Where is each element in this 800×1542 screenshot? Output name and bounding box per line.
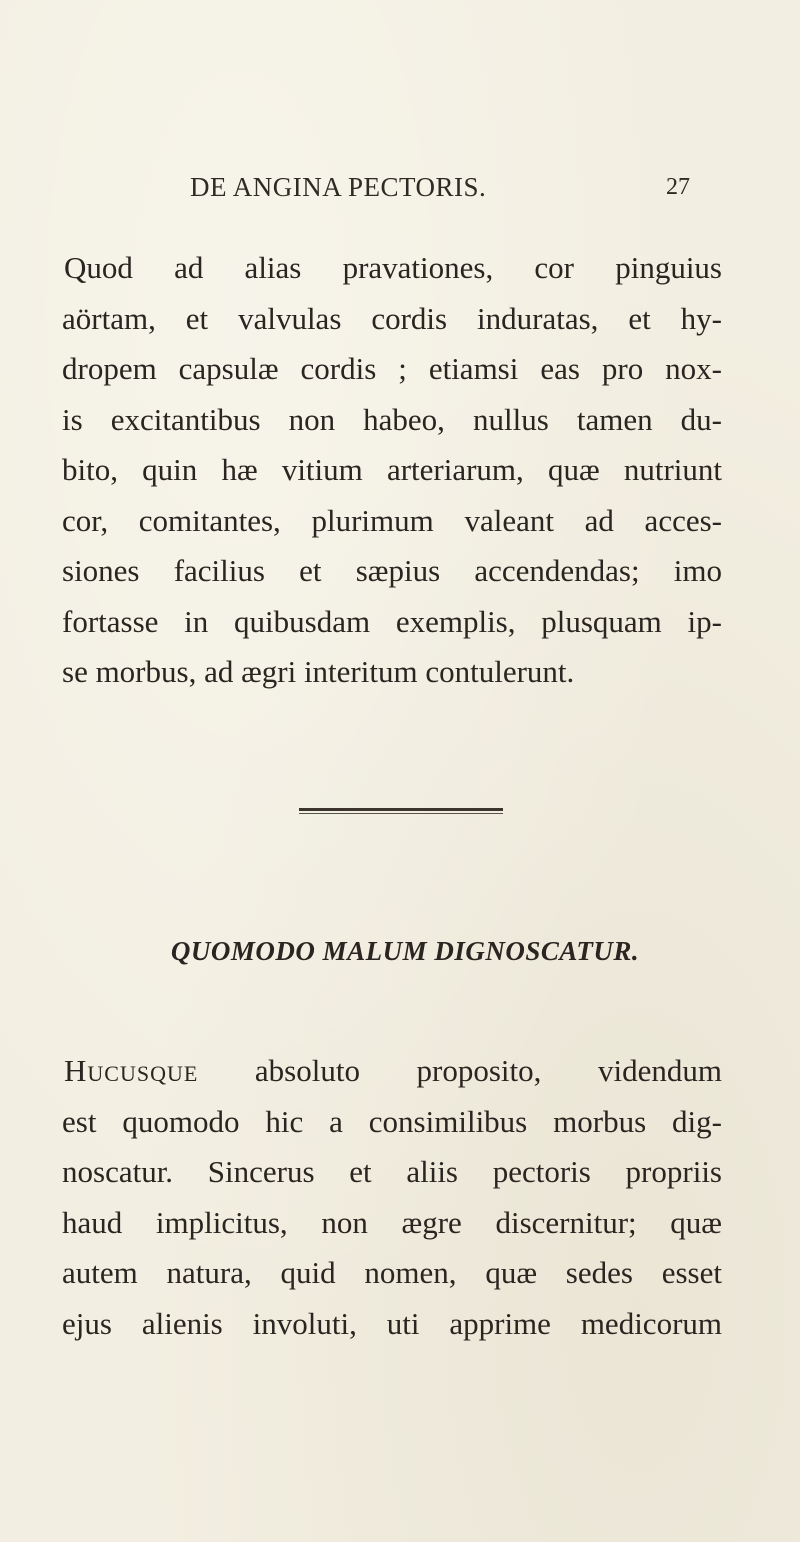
running-title: DE ANGINA PECTORIS. [190,172,487,202]
section-divider-rule [299,808,503,815]
text-line: Quod ad alias pravationes, cor pinguius [64,250,722,285]
text-line: est quomodo hic a consimilibus morbus dig- [62,1103,722,1139]
page-header [0,172,800,212]
text-line: bito, quin hæ vitium arteriarum, quæ nutriunt [62,452,722,487]
section-heading-text: QUOMODO MALUM DIGNOSCATUR. [170,936,640,966]
paragraph-hucusque [62,1046,722,1349]
text-line: is excitantibus non habeo, nullus tamen du- [62,401,722,437]
text-line: ejus alienis involuti, uti apprime medicorum [62,1305,722,1341]
paragraph-pravationes [62,243,722,698]
drop-word: Hucusque [64,1053,199,1088]
text-line: fortasse in quibusdam exemplis, plusquam ip- [62,603,722,639]
divider-thick-line [299,808,503,811]
text-line: dropem capsulæ cordis ; etiamsi eas pro nox- [62,351,722,386]
section-heading [0,936,800,967]
text-line: autem natura, quid nomen, quæ sedes esset [62,1255,722,1290]
page-number: 27 [666,174,690,200]
text-line: haud implicitus, non ægre discernitur; quæ [62,1204,722,1240]
text-line: siones facilius et sæpius accendendas; imo [62,553,722,588]
divider-thin-line [299,813,503,814]
text-line: noscatur. Sincerus et aliis pectoris propriis [62,1154,722,1189]
text-line: se morbus, ad ægri interitum contulerunt. [62,654,575,689]
text-line-first [62,1046,722,1097]
text-line: aörtam, et valvulas cordis induratas, et hy- [62,300,722,336]
text-line: cor, comitantes, plurimum valeant ad acces- [62,502,722,538]
text-line-rest: absoluto proposito, videndum [198,1053,722,1088]
